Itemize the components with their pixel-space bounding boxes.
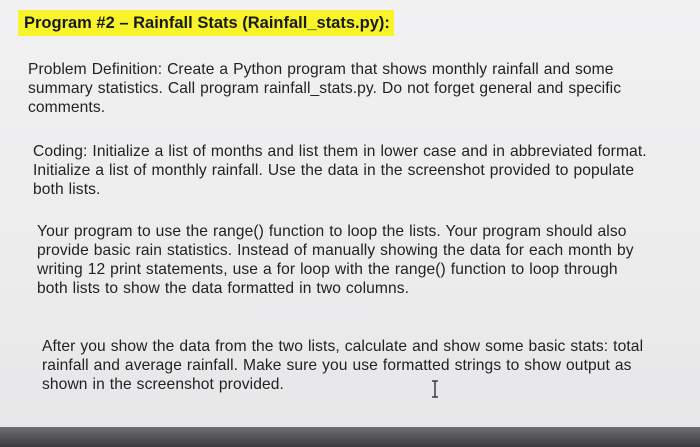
text-cursor-icon <box>430 380 440 398</box>
document-title: Program #2 – Rainfall Stats (Rainfall_stats.py): <box>18 10 394 36</box>
stats-paragraph: After you show the data from the two lists, calculate and show some basic stats: total rainfall and average rainfall. Make sure you use formatted strings to show output as shown in the screenshot provided. <box>42 338 644 393</box>
coding-paragraph: Coding: Initialize a list of months and list them in lower case and in abbreviated format. Initialize a list of monthly rainfall. Use the data in the screenshot provided to populate both lists. <box>33 143 647 198</box>
problem-definition-paragraph: Problem Definition: Create a Python program that shows monthly rainfall and some summary statistics. Call program rainfall_stats.py. Do not forget general and specific comments. <box>28 61 622 116</box>
range-loop-paragraph: Your program to use the range() function to loop the lists. Your program should also provide basic rain statistics. Instead of manually showing the data for each month by writing 12 print statements, use a for loop with the range() function to loop through both lists to show the data formatted in two columns. <box>37 223 634 297</box>
title-container <box>18 10 394 36</box>
screen-bezel <box>0 427 700 447</box>
